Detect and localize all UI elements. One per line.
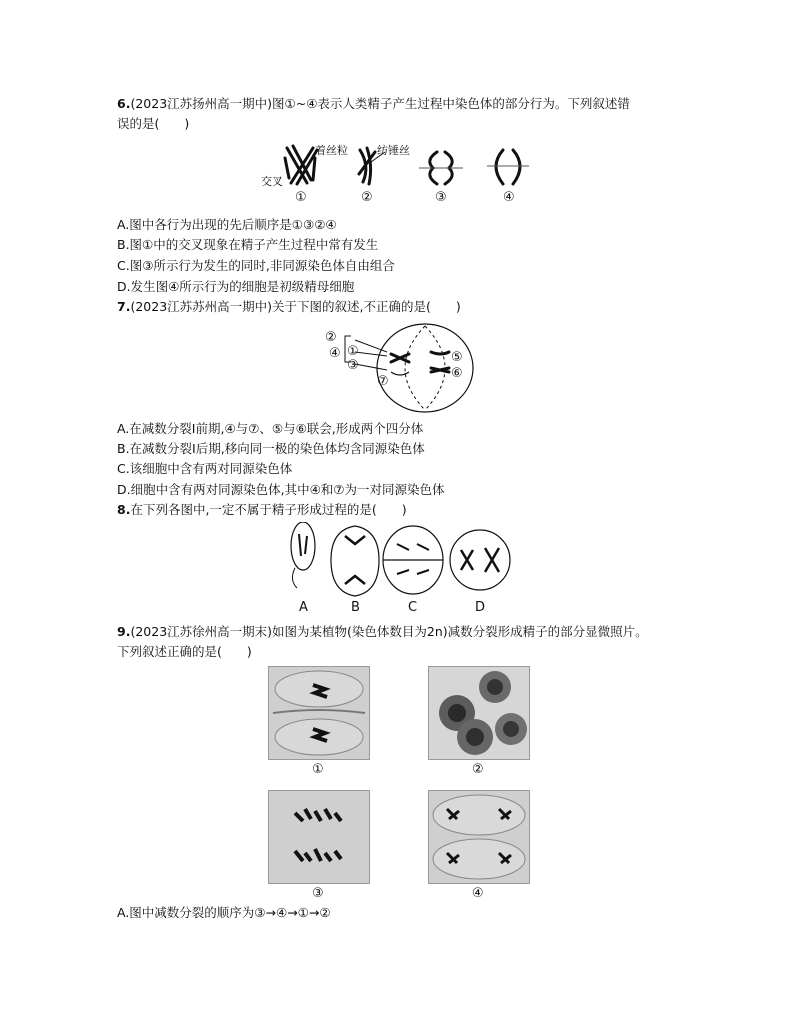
q6-mark-4: ④	[503, 190, 515, 205]
q7-stem-line	[117, 299, 461, 315]
q7-mark-4: ④	[329, 346, 341, 361]
q7-figure	[325, 322, 475, 414]
q6-number: 6.	[117, 96, 131, 111]
q8-figure-drawing	[285, 522, 515, 600]
q7-option-c: C.该细胞中含有两对同源染色体	[117, 461, 293, 476]
q8-figure	[285, 522, 515, 617]
q9-photo-1-drawing	[269, 667, 369, 759]
q8-number: 8.	[117, 502, 131, 517]
q8-mark-b: B	[351, 600, 360, 615]
q6-figure	[255, 138, 545, 208]
q9-mark-4: ④	[472, 886, 484, 901]
q6-option-b: B.图①中的交叉现象在精子产生过程中常有发生	[117, 237, 379, 252]
q9-photo-1	[268, 666, 370, 760]
q6-option-c: C.图③所示行为发生的同时,非同源染色体自由组合	[117, 258, 395, 273]
q6-option-a: A.图中各行为出现的先后顺序是①③②④	[117, 217, 337, 232]
q6-stem-text1: (2023江苏扬州高一期中)图①~④表示人类精子产生过程中染色体的部分行为。下列叙述错	[130, 96, 630, 111]
q9-stem-text1: (2023江苏徐州高一期末)如图为某植物(染色体数目为2n)减数分裂形成精子的部分显微照片。	[130, 624, 648, 639]
q6-option-d: D.发生图④所示行为的细胞是初级精母细胞	[117, 279, 355, 294]
q7-mark-7: ⑦	[377, 374, 389, 389]
q9-mark-3: ③	[312, 886, 324, 901]
q7-number: 7.	[117, 299, 131, 314]
q8-stem-text: 在下列各图中,一定不属于精子形成过程的是( )	[130, 502, 407, 517]
q7-mark-1: ①	[347, 344, 359, 359]
q6-mark-2: ②	[361, 190, 373, 205]
q8-mark-c: C	[408, 600, 418, 615]
q9-photo-2	[428, 666, 530, 760]
q9-photo-2-drawing	[429, 667, 529, 759]
q7-mark-3: ③	[347, 358, 359, 373]
q9-photo-4	[428, 790, 530, 884]
q9-photo-4-drawing	[429, 791, 529, 883]
q6-mark-3: ③	[435, 190, 447, 205]
q7-option-d: D.细胞中含有两对同源染色体,其中④和⑦为一对同源染色体	[117, 482, 445, 497]
q6-stem-line1	[117, 96, 630, 112]
q9-mark-1: ①	[312, 762, 324, 777]
q7-mark-2: ②	[325, 330, 337, 345]
q7-option-a: A.在减数分裂Ⅰ前期,④与⑦、⑤与⑥联会,形成两个四分体	[117, 421, 424, 436]
q9-mark-2: ②	[472, 762, 484, 777]
q9-number: 9.	[117, 624, 131, 639]
q7-mark-5: ⑤	[451, 350, 463, 365]
q6-stem-line2: 误的是( )	[117, 116, 190, 131]
q7-stem-text: (2023江苏苏州高一期中)关于下图的叙述,不正确的是( )	[130, 299, 461, 314]
q9-stem-line1	[117, 624, 648, 640]
q6-label-zhuosili: 着丝粒	[315, 144, 348, 157]
q8-mark-d: D	[475, 600, 486, 615]
q6-label-fangchuisi: 纺锤丝	[377, 144, 410, 157]
q9-photo-3-drawing	[269, 791, 369, 883]
q6-label-jiaocha: 交叉	[261, 175, 283, 188]
q7-mark-6: ⑥	[451, 366, 463, 381]
q9-photo-3	[268, 790, 370, 884]
q8-mark-a: A	[299, 600, 308, 615]
q9-option-a: A.图中减数分裂的顺序为③→④→①→②	[117, 905, 331, 920]
q8-stem-line	[117, 502, 407, 518]
q9-stem-line2: 下列叙述正确的是( )	[117, 644, 252, 659]
q6-mark-1: ①	[295, 190, 307, 205]
q7-option-b: B.在减数分裂Ⅰ后期,移向同一极的染色体均含同源染色体	[117, 441, 425, 456]
